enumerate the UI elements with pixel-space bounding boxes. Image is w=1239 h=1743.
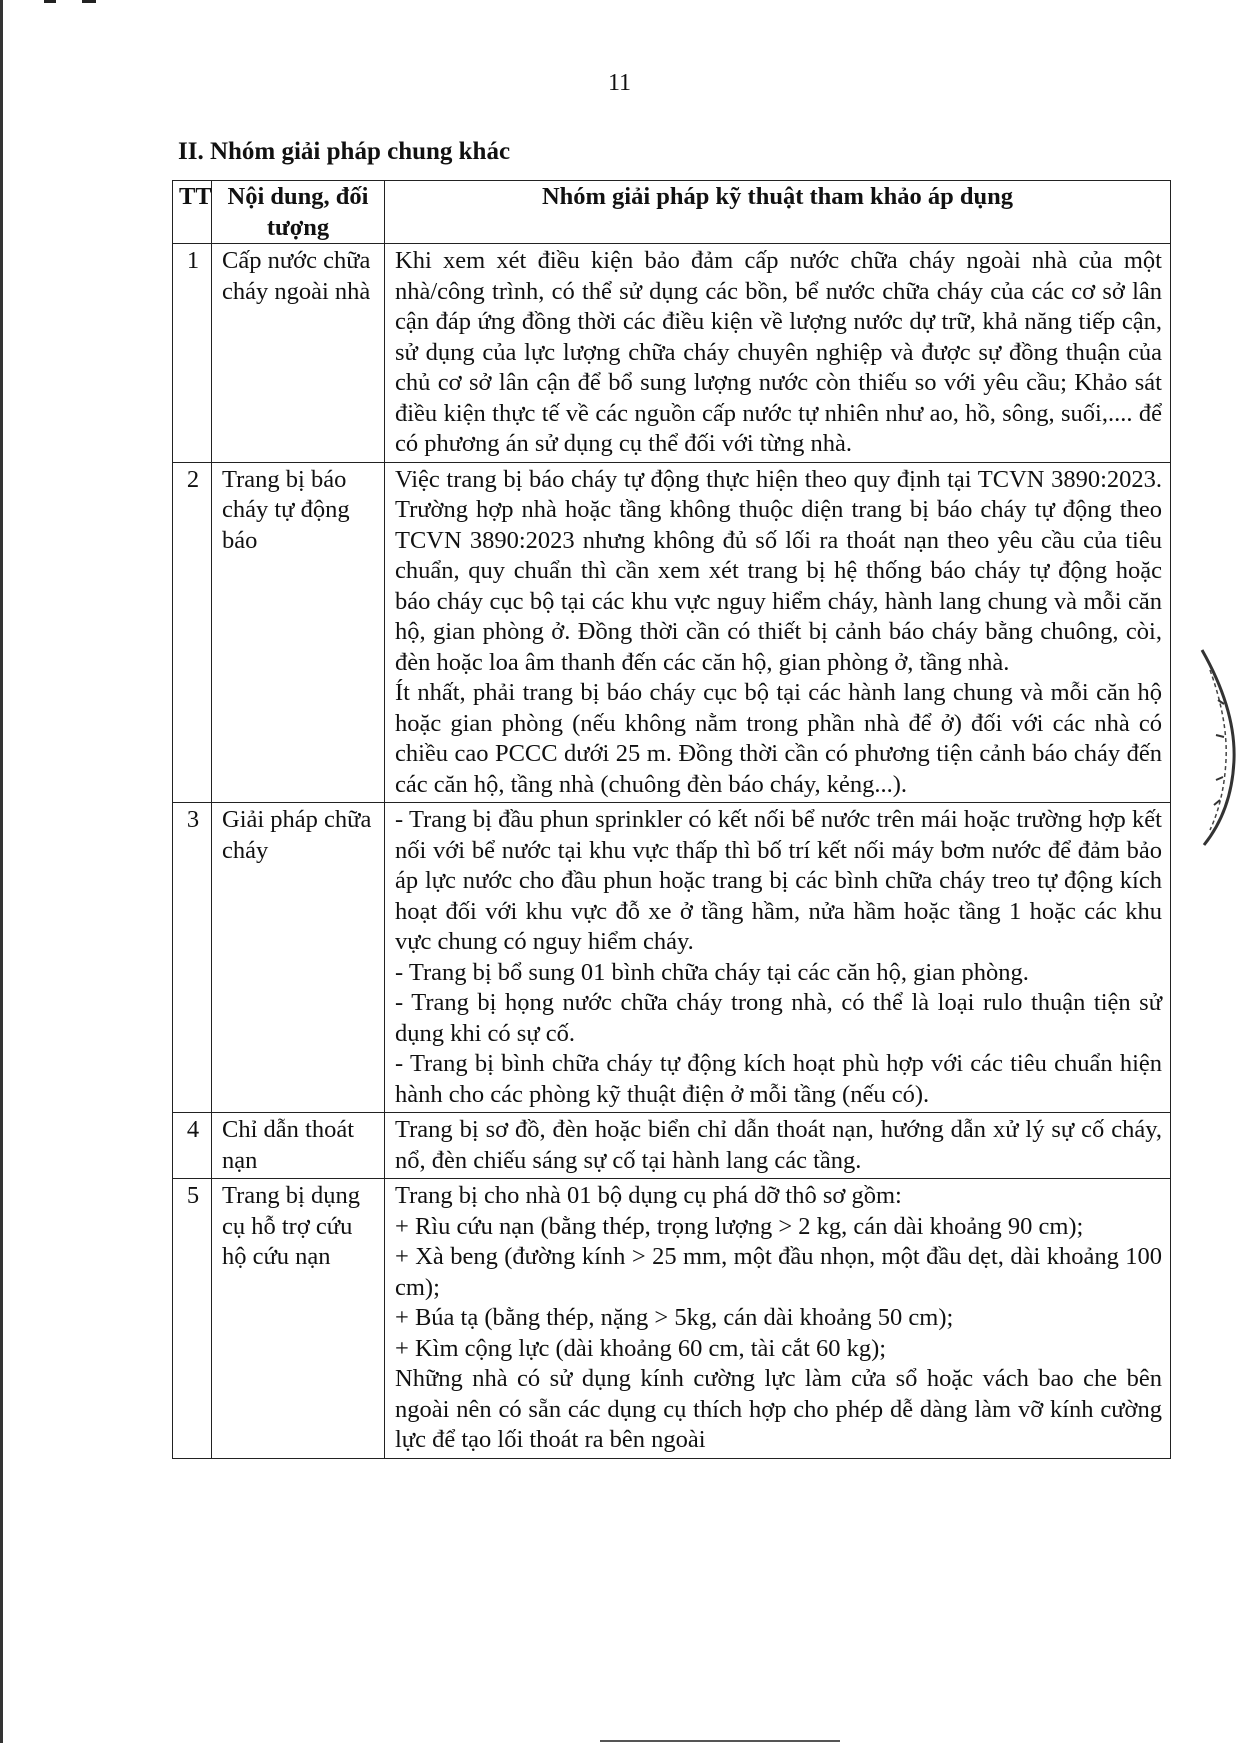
- table-row: [173, 244, 1171, 463]
- row-topic: Giải pháp chữa cháy: [212, 803, 385, 1113]
- page-number: 11: [607, 70, 632, 96]
- row-number: 2: [173, 462, 212, 803]
- table-row: [173, 803, 1171, 1113]
- row-number: 3: [173, 803, 212, 1113]
- content-paragraph: Ít nhất, phải trang bị báo cháy cục bộ tại các hành lang chung và mỗi căn hộ hoặc gian phòng (nếu không nằm trong phần nhà để ở) đối với các nhà có chiều cao PCCC dưới 25 m. Đồng thời cần có phương tiện cảnh báo cháy đến các căn hộ, tầng nhà (chuông đèn báo cháy, kẻng...).: [395, 679, 1162, 798]
- row-content: [385, 462, 1171, 803]
- content-paragraph: + Kìm cộng lực (dài khoảng 60 cm, tài cắt 60 kg);: [395, 1334, 887, 1362]
- content-paragraph: - Trang bị bổ sung 01 bình chữa cháy tại các căn hộ, gian phòng.: [395, 958, 1029, 986]
- content-paragraph: Trang bị sơ đồ, đèn hoặc biển chỉ dẫn thoát nạn, hướng dẫn xử lý sự cố cháy, nổ, đèn chiếu sáng sự cố tại hành lang các tầng.: [395, 1116, 1162, 1174]
- row-number: 4: [173, 1113, 212, 1179]
- header-content: Nhóm giải pháp kỹ thuật tham khảo áp dụng: [385, 181, 1171, 244]
- content-paragraph: + Rìu cứu nạn (bằng thép, trọng lượng > 2 kg, cán dài khoảng 90 cm);: [395, 1212, 1084, 1240]
- solutions-table: [172, 180, 1171, 1459]
- row-content: [385, 244, 1171, 463]
- seal-stamp-fragment: [1198, 640, 1238, 850]
- scan-artifact: [44, 0, 56, 3]
- table-header-row: [173, 181, 1171, 244]
- scan-artifact: [0, 0, 3, 1743]
- scan-artifact: [600, 1740, 840, 1742]
- table-row: [173, 1113, 1171, 1179]
- content-paragraph: - Trang bị họng nước chữa cháy trong nhà, có thể là loại rulo thuận tiện sử dụng khi có sự cố.: [395, 989, 1162, 1047]
- content-paragraph: Trang bị cho nhà 01 bộ dụng cụ phá dỡ thô sơ gồm:: [395, 1182, 902, 1209]
- content-paragraph: - Trang bị đầu phun sprinkler có kết nối bể nước trên mái hoặc trường hợp kết nối với bể nước tại khu vực thấp thì bố trí kết nối máy bơm nước để đảm bảo áp lực nước cho đầu phun hoặc trang bị các bình chữa cháy treo tự động kích hoạt đối với khu vực đỗ xe ở tầng hầm, nửa hầm hoặc tầng 1 hoặc các khu vực chung có nguy hiểm cháy.: [395, 806, 1162, 955]
- table-row: [173, 1179, 1171, 1459]
- header-tt: TT: [173, 181, 212, 244]
- row-topic: Trang bị báo cháy tự động báo: [212, 462, 385, 803]
- row-number: 1: [173, 244, 212, 463]
- row-content: [385, 803, 1171, 1113]
- table-row: [173, 462, 1171, 803]
- row-number: 5: [173, 1179, 212, 1459]
- row-topic: Chỉ dẫn thoát nạn: [212, 1113, 385, 1179]
- row-content: [385, 1179, 1171, 1459]
- row-content: [385, 1113, 1171, 1179]
- section-title: II. Nhóm giải pháp chung khác: [178, 138, 511, 165]
- content-paragraph: Những nhà có sử dụng kính cường lực làm cửa sổ hoặc vách bao che bên ngoài nên có sẵn các dụng cụ thích hợp cho phép dễ dàng làm vỡ kính cường lực để tạo lối thoát ra bên ngoài: [395, 1365, 1162, 1453]
- content-paragraph: + Xà beng (đường kính > 25 mm, một đầu nhọn, một đầu dẹt, dài khoảng 100 cm);: [395, 1243, 1162, 1301]
- scan-artifact: [82, 0, 96, 3]
- content-paragraph: Khi xem xét điều kiện bảo đảm cấp nước chữa cháy ngoài nhà của một nhà/công trình, có thể sử dụng các bồn, bể nước chữa cháy của các cơ sở lân cận đáp ứng đồng thời các điều kiện về lượng nước dự trữ, khả năng tiếp cận, sử dụng của lực lượng chữa cháy chuyên nghiệp và được sự đồng thuận của chủ cơ sở lân cận để bổ sung lượng nước còn thiếu so với yêu cầu; Khảo sát điều kiện thực tế về các nguồn cấp nước tự nhiên như ao, hồ, sông, suối,.... để có phương án sử dụng cụ thể đối với từng nhà.: [395, 247, 1162, 457]
- row-topic: Cấp nước chữa cháy ngoài nhà: [212, 244, 385, 463]
- content-paragraph: + Búa tạ (bằng thép, nặng > 5kg, cán dài khoảng 50 cm);: [395, 1304, 954, 1331]
- content-paragraph: Việc trang bị báo cháy tự động thực hiện theo quy định tại TCVN 3890:2023. Trường hợp nhà hoặc tầng không thuộc diện trang bị báo cháy tự động theo TCVN 3890:2023 nhưng không đủ số lối ra thoát nạn theo yêu cầu của tiêu chuẩn, quy chuẩn thì cần xem xét trang bị hệ thống báo cháy tự động hoặc báo cháy cục bộ tại các khu vực nguy hiểm cháy, hành lang chung và mỗi căn hộ, gian phòng ở. Đồng thời cần có thiết bị cảnh báo cháy bằng chuông, còi, đèn hoặc loa âm thanh đến các căn hộ, gian phòng ở, tầng nhà.: [395, 465, 1162, 676]
- row-topic: Trang bị dụng cụ hỗ trợ cứu hộ cứu nạn: [212, 1179, 385, 1459]
- header-topic: Nội dung, đối tượng: [212, 181, 385, 244]
- content-paragraph: - Trang bị bình chữa cháy tự động kích hoạt phù hợp với các tiêu chuẩn hiện hành cho các phòng kỹ thuật điện ở mỗi tầng (nếu có).: [395, 1050, 1162, 1108]
